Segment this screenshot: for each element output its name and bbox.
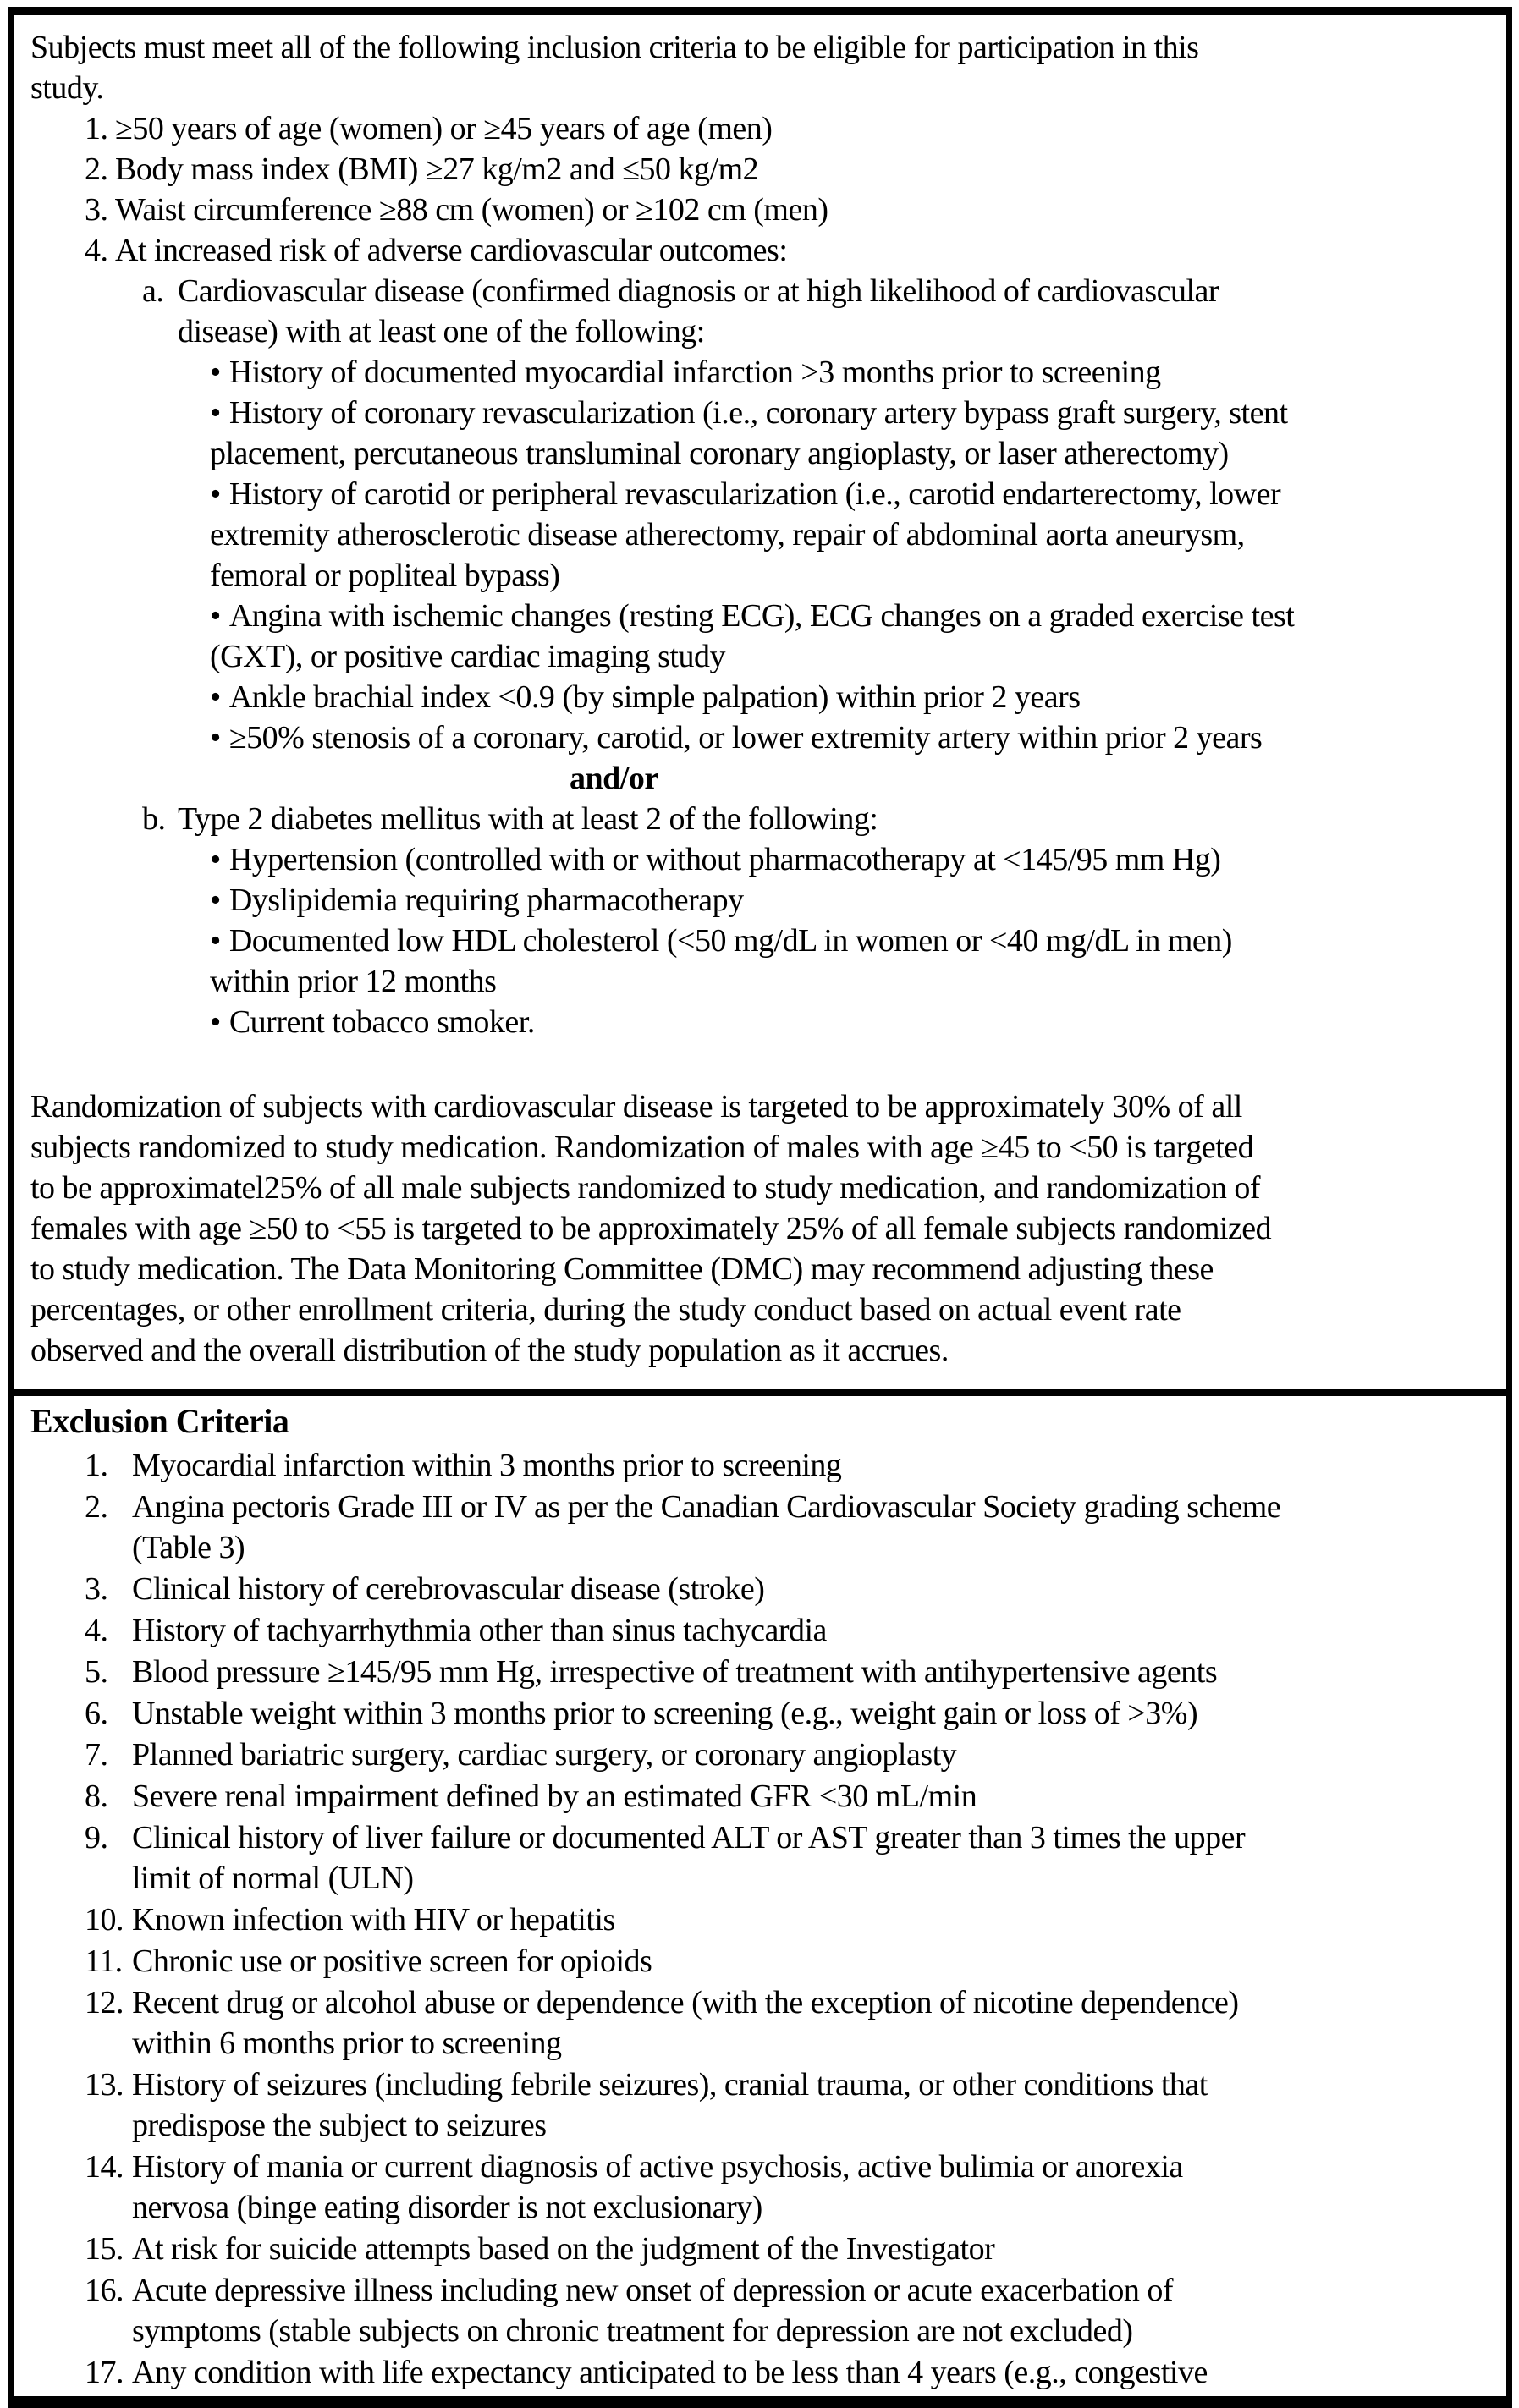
bullet-text: Current tobacco smoker. xyxy=(228,1004,535,1040)
item-number: 2. xyxy=(85,151,108,187)
inclusion-list-item xyxy=(85,190,1486,230)
exclusion-list-item xyxy=(85,1610,1486,1651)
item-number: 9. xyxy=(85,1820,108,1855)
exclusion-list-item xyxy=(85,1487,1486,1568)
item-number: 1. xyxy=(85,111,108,146)
exclusion-list-item xyxy=(85,1569,1486,1609)
inclusion-sub-item-a xyxy=(142,271,1486,352)
exclusion-heading: Exclusion Criteria xyxy=(30,1402,289,1440)
exclusion-numbered-list xyxy=(30,1445,1486,2393)
document-page xyxy=(8,7,1512,2408)
bullet-list-item xyxy=(210,1002,1486,1042)
item-number: 13. xyxy=(85,2067,124,2103)
bullet-icon: • xyxy=(210,476,221,512)
bullet-text: Documented low HDL cholesterol (<50 mg/dL in women or <40 mg/dL in men) within prior 12 months xyxy=(210,923,1232,999)
exclusion-list-item xyxy=(85,2064,1486,2146)
exclusion-list-item xyxy=(85,1941,1486,1982)
inclusion-list-item xyxy=(85,149,1486,190)
item-text: Severe renal impairment defined by an estimated GFR <30 mL/min xyxy=(132,1779,977,1814)
bullet-icon: • xyxy=(210,679,221,715)
item-number: 4. xyxy=(85,1613,108,1648)
bullet-list-item xyxy=(210,474,1486,596)
item-text: Unstable weight within 3 months prior to screening (e.g., weight gain or loss of >3%) xyxy=(132,1696,1198,1731)
item-number: 11. xyxy=(85,1943,123,1979)
exclusion-list-item xyxy=(85,1693,1486,1734)
bullet-icon: • xyxy=(210,842,221,877)
sub-item-text: Type 2 diabetes mellitus with at least 2 of the following: xyxy=(178,801,878,837)
item-number: 17. xyxy=(85,2355,124,2390)
item-number: 12. xyxy=(85,1985,124,2020)
bullet-icon: • xyxy=(210,923,221,959)
bullet-icon: • xyxy=(210,355,221,390)
exclusion-list-item xyxy=(85,2352,1486,2393)
item-text: Angina pectoris Grade III or IV as per the Canadian Cardiovascular Society grading scheme (Table 3) xyxy=(132,1489,1281,1565)
item-text: Blood pressure ≥145/95 mm Hg, irrespective of treatment with antihypertensive agents xyxy=(132,1654,1218,1690)
item-text: Any condition with life expectancy anticipated to be less than 4 years (e.g., congestive xyxy=(132,2355,1208,2390)
exclusion-list-item xyxy=(85,2229,1486,2269)
bullet-list-item xyxy=(210,596,1486,677)
diabetes-bullet-list xyxy=(30,839,1486,1042)
item-text: Acute depressive illness including new onset of depression or acute exacerbation of symptoms (stable subjects on chronic treatment for depression are not excluded) xyxy=(132,2273,1174,2349)
inclusion-numbered-list xyxy=(30,108,1486,271)
exclusion-list-item xyxy=(85,1817,1486,1899)
bullet-text: History of documented myocardial infarction >3 months prior to screening xyxy=(228,355,1161,390)
item-text: At risk for suicide attempts based on the judgment of the Investigator xyxy=(132,2231,995,2267)
item-number: 15. xyxy=(85,2231,124,2267)
item-number: 16. xyxy=(85,2273,124,2308)
exclusion-list-item xyxy=(85,1445,1486,1486)
exclusion-list-item xyxy=(85,1899,1486,1940)
item-text: Chronic use or positive screen for opioids xyxy=(132,1943,652,1979)
bullet-icon: • xyxy=(210,395,221,431)
item-text: ≥50 years of age (women) or ≥45 years of age (men) xyxy=(115,111,773,146)
bullet-text: Angina with ischemic changes (resting ECG), ECG changes on a graded exercise test (GXT), or positive cardiac imaging study xyxy=(210,598,1295,674)
bullet-list-item xyxy=(210,352,1486,393)
bullet-text: ≥50% stenosis of a coronary, carotid, or lower extremity artery within prior 2 years xyxy=(228,720,1263,756)
bullet-list-item xyxy=(210,921,1486,1002)
item-text: History of mania or current diagnosis of active psychosis, active bulimia or anorexia nervosa (binge eating disorder is not exclusionary) xyxy=(132,2149,1183,2225)
bullet-text: History of coronary revascularization (i.e., coronary artery bypass graft surgery, stent placement, percutaneous transluminal coronary angioplasty, or laser atherectomy) xyxy=(210,395,1288,471)
exclusion-list-item xyxy=(85,1982,1486,2064)
bullet-icon: • xyxy=(210,598,221,634)
item-text: Planned bariatric surgery, cardiac surgery, or coronary angioplasty xyxy=(132,1737,957,1773)
item-text: Myocardial infarction within 3 months prior to screening xyxy=(132,1448,842,1483)
exclusion-list-item xyxy=(85,1735,1486,1775)
inclusion-intro: Subjects must meet all of the following inclusion criteria to be eligible for participation in this study. xyxy=(30,30,1199,106)
exclusion-list-item xyxy=(85,1652,1486,1692)
bullet-icon: • xyxy=(210,1004,221,1040)
inclusion-sub-item-b xyxy=(142,799,1486,839)
bullet-text: Hypertension (controlled with or without pharmacotherapy at <145/95 mm Hg) xyxy=(228,842,1221,877)
item-text: History of tachyarrhythmia other than sinus tachycardia xyxy=(132,1613,827,1648)
sub-item-label: b. xyxy=(142,801,166,837)
exclusion-list-item xyxy=(85,1776,1486,1817)
item-number: 7. xyxy=(85,1737,108,1773)
bullet-icon: • xyxy=(210,882,221,918)
inclusion-list-item xyxy=(85,230,1486,271)
item-text: Clinical history of liver failure or documented ALT or AST greater than 3 times the upper limit of normal (ULN) xyxy=(132,1820,1246,1896)
and-or-connector: and/or xyxy=(570,761,658,796)
bullet-list-item xyxy=(210,880,1486,921)
randomization-paragraph: Randomization of subjects with cardiovascular disease is targeted to be approximately 30% of all subjects randomized to study medication. Randomization of males with age ≥45 to <50 is targeted to be approximatel25% of all male subjects randomized to study medication, and randomization of females with age ≥50 to <55 is targeted to be approximately 25% of all female subjects randomized to study medication. The Data Monitoring Committee (DMC) may recommend adjusting these percentages, or other enrollment criteria, during the study conduct based on actual event rate observed and the overall distribution of the study population as it accrues. xyxy=(30,1089,1272,1368)
bullet-list-item xyxy=(210,839,1486,880)
exclusion-list-item xyxy=(85,2270,1486,2351)
item-text: Body mass index (BMI) ≥27 kg/m2 and ≤50 kg/m2 xyxy=(115,151,759,187)
item-number: 3. xyxy=(85,192,108,228)
exclusion-list-item xyxy=(85,2147,1486,2228)
bullet-list-item xyxy=(210,393,1486,474)
bullet-text: Ankle brachial index <0.9 (by simple palpation) within prior 2 years xyxy=(228,679,1081,715)
item-text: Clinical history of cerebrovascular disease (stroke) xyxy=(132,1571,765,1607)
item-number: 1. xyxy=(85,1448,108,1483)
item-number: 3. xyxy=(85,1571,108,1607)
item-number: 5. xyxy=(85,1654,108,1690)
bullet-list-item xyxy=(210,717,1486,758)
item-text: Recent drug or alcohol abuse or dependence (with the exception of nicotine dependence) within 6 months prior to screening xyxy=(132,1985,1239,2061)
bullet-icon: • xyxy=(210,720,221,756)
bullet-text: Dyslipidemia requiring pharmacotherapy xyxy=(228,882,744,918)
item-number: 8. xyxy=(85,1779,108,1814)
item-number: 4. xyxy=(85,233,108,268)
inclusion-criteria-section xyxy=(14,15,1506,1389)
sub-item-label: a. xyxy=(142,273,164,309)
cardiovascular-bullet-list xyxy=(30,352,1486,758)
sub-item-text: Cardiovascular disease (confirmed diagnosis or at high likelihood of cardiovascular disease) with at least one of the following: xyxy=(178,273,1219,349)
inclusion-list-item xyxy=(85,108,1486,149)
item-text: Waist circumference ≥88 cm (women) or ≥102 cm (men) xyxy=(115,192,828,228)
item-number: 14. xyxy=(85,2149,124,2185)
exclusion-criteria-section xyxy=(14,1389,1506,2396)
item-text: At increased risk of adverse cardiovascular outcomes: xyxy=(115,233,788,268)
item-number: 2. xyxy=(85,1489,108,1525)
bullet-list-item xyxy=(210,677,1486,717)
item-text: History of seizures (including febrile seizures), cranial trauma, or other conditions that predispose the subject to seizures xyxy=(132,2067,1208,2143)
bullet-text: History of carotid or peripheral revascularization (i.e., carotid endarterectomy, lower extremity atherosclerotic disease atherectomy, repair of abdominal aorta aneurysm, femoral or popliteal bypass) xyxy=(210,476,1281,593)
item-text: Known infection with HIV or hepatitis xyxy=(132,1902,615,1938)
item-number: 6. xyxy=(85,1696,108,1731)
item-number: 10. xyxy=(85,1902,124,1938)
